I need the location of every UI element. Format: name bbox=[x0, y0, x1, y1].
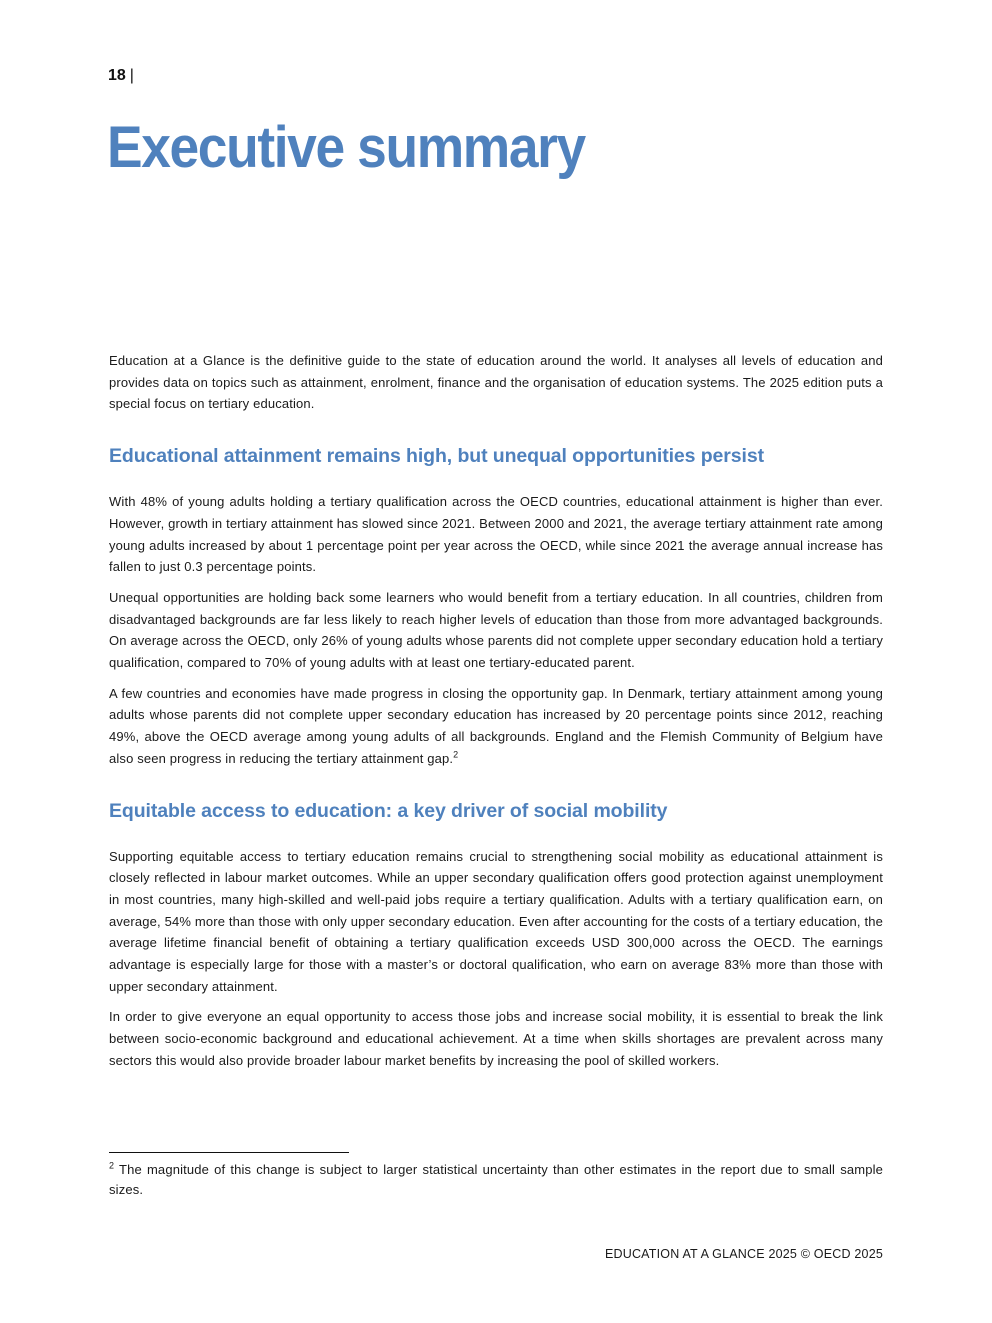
page-number-value: 18 bbox=[108, 67, 126, 84]
footnote-reference[interactable]: 2 bbox=[453, 749, 459, 760]
section-1-paragraph-2: Unequal opportunities are holding back some learners who would benefit from a tertiary education. In all countries, children from disadvantaged backgrounds are far less likely to reach higher levels of education than those from more advantaged backgrounds. On average across the OECD, only 26% of young adults whose parents did not complete upper secondary education hold a tertiary qualification, compared to 70% of young adults with at least one tertiary-educated parent. bbox=[109, 589, 883, 671]
page-number bbox=[108, 66, 134, 86]
section-1-paragraph-3 bbox=[109, 683, 883, 770]
footnote bbox=[109, 1160, 883, 1200]
section-1-paragraph-3-text: A few countries and economies have made progress in closing the opportunity gap. In Denmark, tertiary attainment among young adults whose parents did not complete upper secondary education has increased by 20 percentage points since 2012, reaching 49%, above the OECD average among young adults of all backgrounds. England and the Flemish Community of Belgium have also seen progress in reducing the tertiary attainment gap. bbox=[109, 685, 883, 766]
page-title: Executive summary bbox=[107, 115, 585, 180]
page-footer: EDUCATION AT A GLANCE 2025 © OECD 2025 bbox=[604, 1247, 883, 1261]
footnote-divider bbox=[109, 1152, 349, 1153]
footnote-marker: 2 bbox=[109, 1160, 115, 1171]
section-2-paragraph-2: In order to give everyone an equal opportunity to access those jobs and increase social mobility, it is essential to break the link between socio-economic background and educational achievement. At a time when skills shortages are prevalent across many sectors this would also provide broader labour market benefits by increasing the pool of skilled workers. bbox=[109, 1009, 883, 1068]
section-heading-attainment: Educational attainment remains high, but unequal opportunities persist bbox=[109, 445, 764, 468]
page-number-separator: | bbox=[129, 67, 134, 84]
main-content bbox=[109, 350, 883, 1081]
section-heading-social-mobility: Equitable access to education: a key driver of social mobility bbox=[109, 799, 668, 822]
intro-paragraph: Education at a Glance is the definitive guide to the state of education around the world. It analyses all levels of education and provides data on topics such as attainment, enrolment, finance and the organisation of education systems. The 2025 edition puts a special focus on tertiary education. bbox=[109, 353, 883, 412]
section-2-paragraph-1: Supporting equitable access to tertiary education remains crucial to strengthening social mobility as educational attainment is closely reflected in labour market outcomes. While an upper secondary qualification offers good protection against unemployment in most countries, many high-skilled and well-paid jobs require a tertiary qualification. Adults with a tertiary qualification earn, on average, 54% more than those with only upper secondary education. Even after accounting for the costs of a tertiary education, the average lifetime financial benefit of obtaining a tertiary qualification exceeds USD 300,000 across the OECD. The earnings advantage is especially large for those with a master’s or doctoral qualification, who earn on average 83% more than those with upper secondary attainment. bbox=[109, 848, 883, 994]
section-1-paragraph-1: With 48% of young adults holding a tertiary qualification across the OECD countries, educational attainment is higher than ever. However, growth in tertiary attainment has slowed since 2021. Between 2000 and 2021, the average tertiary attainment rate among young adults increased by about 1 percentage point per year across the OECD, while since 2021 the average annual increase has fallen to just 0.3 percentage points. bbox=[109, 494, 883, 575]
footnote-text: The magnitude of this change is subject to larger statistical uncertainty than other estimates in the report due to small sample sizes. bbox=[109, 1162, 883, 1197]
